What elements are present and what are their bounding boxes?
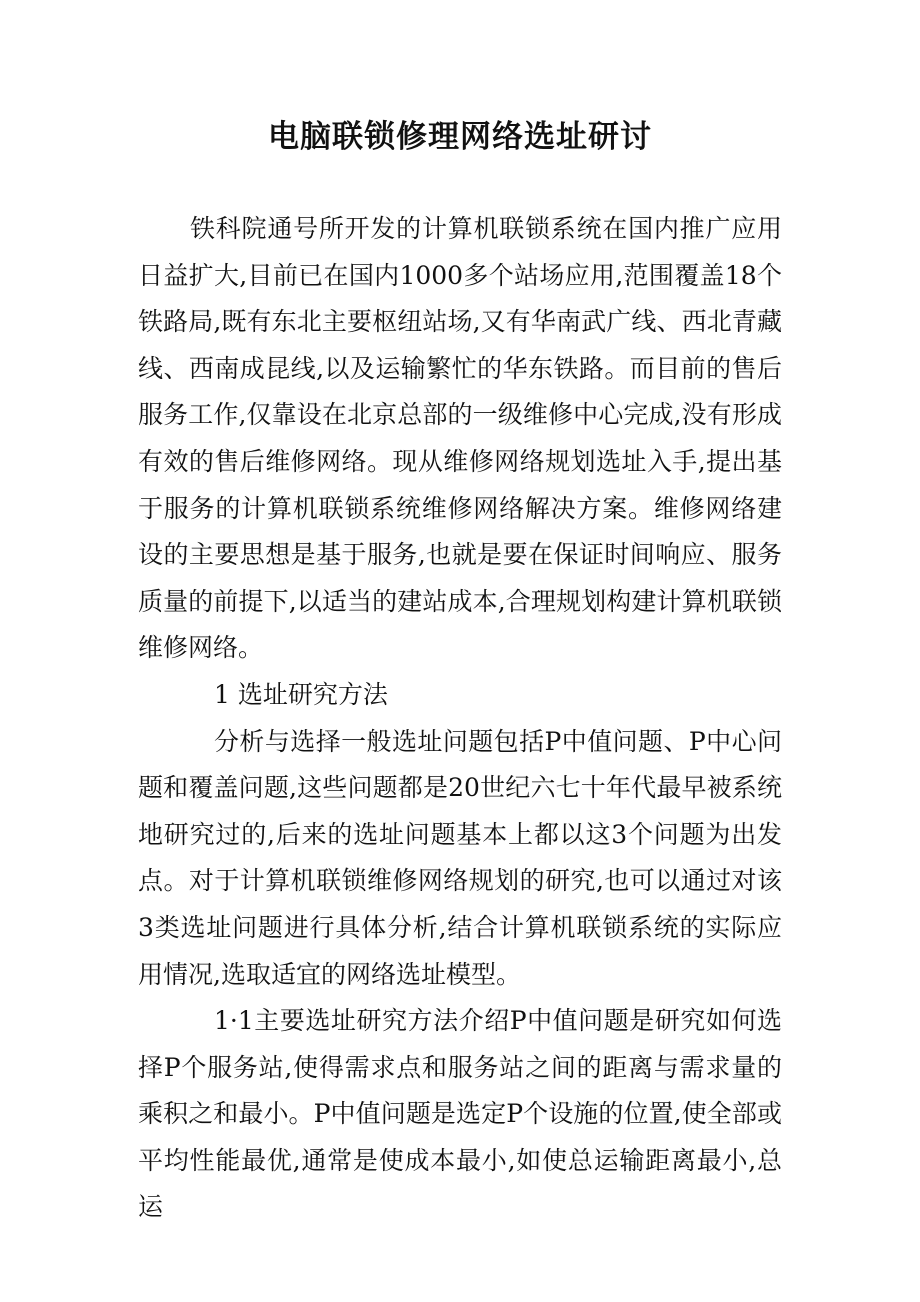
method-paragraph: 1·1主要选址研究方法介绍P中值问题是研究如何选择P个服务站,使得需求点和服务站之间的距离与需求量的乘积之和最小。P中值问题是选定P个设施的位置,使全部或平均性能最优,通常是使成本最小,如使总运输距离最小,总运 [138,1006,782,1222]
document-title: 电脑联锁修理网络选址研讨 [268,119,652,155]
analysis-paragraph: 分析与选择一般选址问题包括P中值问题、P中心问题和覆盖问题,这些问题都是20世纪六七十年代最早被系统地研究过的,后来的选址问题基本上都以这3个问题为出发点。对于计算机联锁维修网络规划的研究,也可以通过对该3类选址问题进行具体分析,结合计算机联锁系统的实际应用情况,选取适宜的网络选址模型。 [138,726,782,989]
section-heading: 1 选址研究方法 [214,679,388,709]
intro-paragraph: 铁科院通号所开发的计算机联锁系统在国内推广应用日益扩大,目前已在国内1000多个站场应用,范围覆盖18个铁路局,既有东北主要枢纽站场,又有华南武广线、西北青藏线、西南成昆线,以及运输繁忙的华东铁路。而目前的售后服务工作,仅靠设在北京总部的一级维修中心完成,没有形成有效的售后维修网络。现从维修网络规划选址入手,提出基于服务的计算机联锁系统维修网络解决方案。维修网络建设的主要思想是基于服务,也就是要在保证时间响应、服务质量的前提下,以适当的建站成本,合理规划构建计算机联锁维修网络。 [138,214,782,663]
document-body [138,206,782,1231]
